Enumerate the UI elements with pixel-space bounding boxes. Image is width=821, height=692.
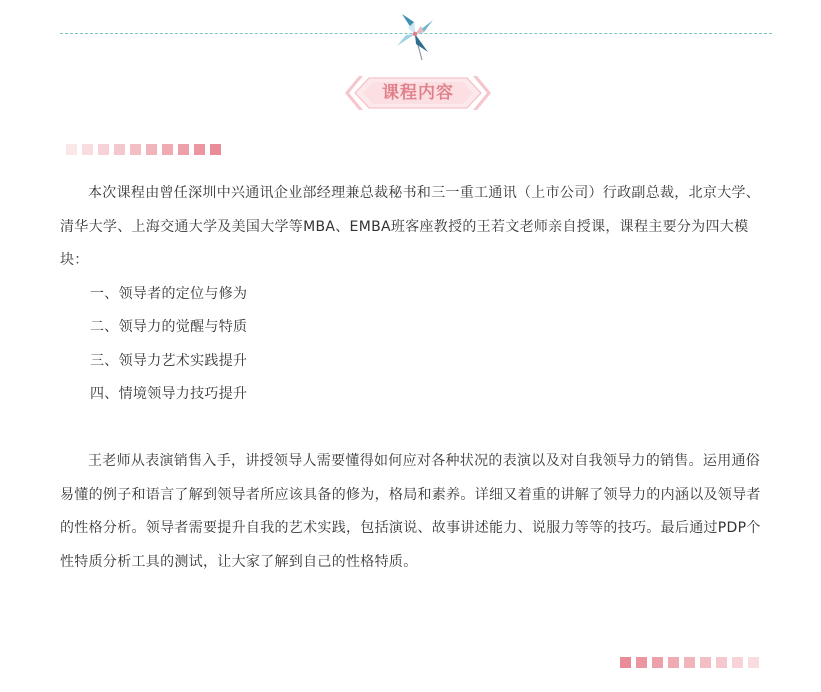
decorative-square: [636, 657, 647, 668]
module-item: 二、领导力的觉醒与特质: [90, 319, 248, 335]
decorative-square: [652, 657, 663, 668]
decorative-square: [748, 657, 759, 668]
decorative-square: [620, 657, 631, 668]
section-heading: [343, 72, 493, 114]
decorative-square: [66, 144, 77, 155]
decorative-square: [668, 657, 679, 668]
section-title: 课程内容: [382, 83, 454, 103]
decorative-square: [210, 144, 221, 155]
decorative-square: [98, 144, 109, 155]
decorative-square: [684, 657, 695, 668]
decorative-square: [146, 144, 157, 155]
decorative-square: [114, 144, 125, 155]
module-item: 三、领导力艺术实践提升: [90, 352, 248, 369]
intro-paragraph: 本次课程由曾任深圳中兴通讯企业部经理兼总裁秘书和三一重工通讯（上市公司）行政副总裁，北京大学、清华大学、上海交通大学及美国大学等MBA、EMBA班客座教授的王若文老师亲自授课，课程主要分为四大模块：: [60, 185, 761, 268]
decorative-square: [194, 144, 205, 155]
course-content: [60, 177, 772, 579]
decorative-square: [716, 657, 727, 668]
paragraph-spacer: [60, 412, 772, 446]
decorative-square: [732, 657, 743, 668]
module-item: 一、领导者的定位与修为: [90, 285, 248, 302]
decorative-square: [130, 144, 141, 155]
pinwheel-icon: [392, 8, 438, 62]
decorative-squares-right: [620, 657, 759, 669]
module-item: 四、情境领导力技巧提升: [90, 386, 248, 402]
decorative-square: [178, 144, 189, 155]
decorative-square: [700, 657, 711, 668]
decorative-square: [82, 144, 93, 155]
description-paragraph: 王老师从表演销售入手，讲授领导人需要懂得如何应对各种状况的表演以及对自我领导力的销售。运用通俗易懂的例子和语言了解到领导者所应该具备的修为，格局和素养。详细又着重的讲解了领导力的内涵以及领导者的性格分析。领导者需要提升自我的艺术实践，包括演说、故事讲述能力、说服力等等的技巧。最后通过PDP个性特质分析工具的测试，让大家了解到自己的性格特质。: [60, 453, 761, 570]
decorative-square: [162, 144, 173, 155]
decorative-squares-left: [66, 144, 221, 156]
